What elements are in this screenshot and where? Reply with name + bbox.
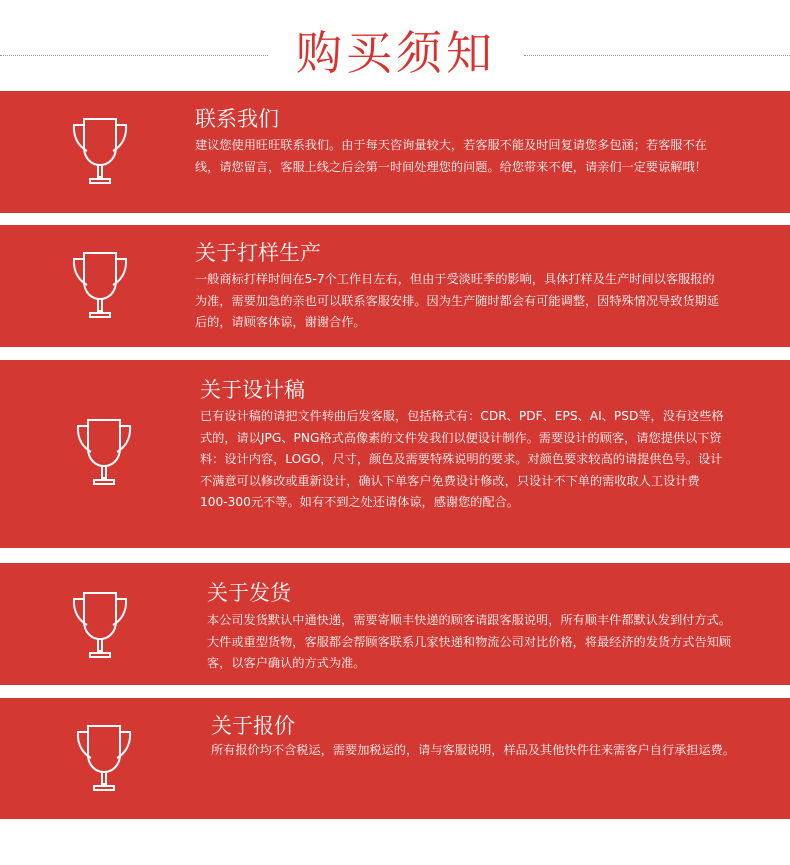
section-text: 建议您使用旺旺联系我们。由于每天咨询量较大，若客服不能及时回复请您多包涵；若客服不在线，请您留言，客服上线之后会第一时间处理您的问题。给您带来不便，请亲们一定要谅解哦！ xyxy=(195,138,707,174)
divider-left xyxy=(0,55,268,56)
section-title: 关于发货 xyxy=(207,581,291,605)
trophy-icon xyxy=(68,587,132,667)
section-title: 关于打样生产 xyxy=(195,241,321,265)
page-title: 购买须知 xyxy=(296,26,496,80)
trophy-icon xyxy=(72,414,136,494)
section-shipping xyxy=(0,563,790,685)
trophy-icon xyxy=(72,720,136,800)
section-design-draft xyxy=(0,360,790,548)
section-title: 关于报价 xyxy=(211,714,295,738)
trophy-icon xyxy=(68,247,132,327)
section-text: 已有设计稿的请把文件转曲后发客服，包括格式有：CDR、PDF、EPS、AI、PSD等，没有这些格式的，请以JPG、PNG格式高像素的文件发我们以便设计制作。需要设计的顾客，请您提供以下资料：设计内容，LOGO，尺寸，颜色及需要特殊说明的要求。对颜色要求较高的请提供色号。设计不满意可以修改或重新设计，确认下单客户免费设计修改，只设计不下单的需收取人工设计费100-300元不等。如有不到之处还请体谅，感谢您的配合。 xyxy=(200,409,724,509)
page-header xyxy=(0,0,790,90)
section-text: 本公司发货默认中通快递，需要寄顺丰快递的顾客请跟客服说明，所有顺丰件都默认发到付方式。大件或重型货物，客服都会帮顾客联系几家快递和物流公司对比价格，将最经济的发货方式告知顾客，以客户确认的方式为准。 xyxy=(207,613,732,670)
section-contact-us xyxy=(0,91,790,213)
section-text: 所有报价均不含税运，需要加税运的，请与客服说明，样品及其他快件往来需客户自行承担运费。 xyxy=(211,743,736,757)
section-title: 联系我们 xyxy=(195,107,279,131)
divider-right xyxy=(524,55,790,56)
section-quotation xyxy=(0,698,790,819)
section-title: 关于设计稿 xyxy=(200,378,305,402)
trophy-icon xyxy=(68,113,132,193)
section-text: 一般商标打样时间在5-7个工作日左右，但由于受淡旺季的影响，具体打样及生产时间以客服报的为准，需要加急的亲也可以联系客服安排。因为生产随时都会有可能调整，因特殊情况导致货期延后的，请顾客体谅，谢谢合作。 xyxy=(195,272,720,329)
section-sampling-production xyxy=(0,225,790,347)
